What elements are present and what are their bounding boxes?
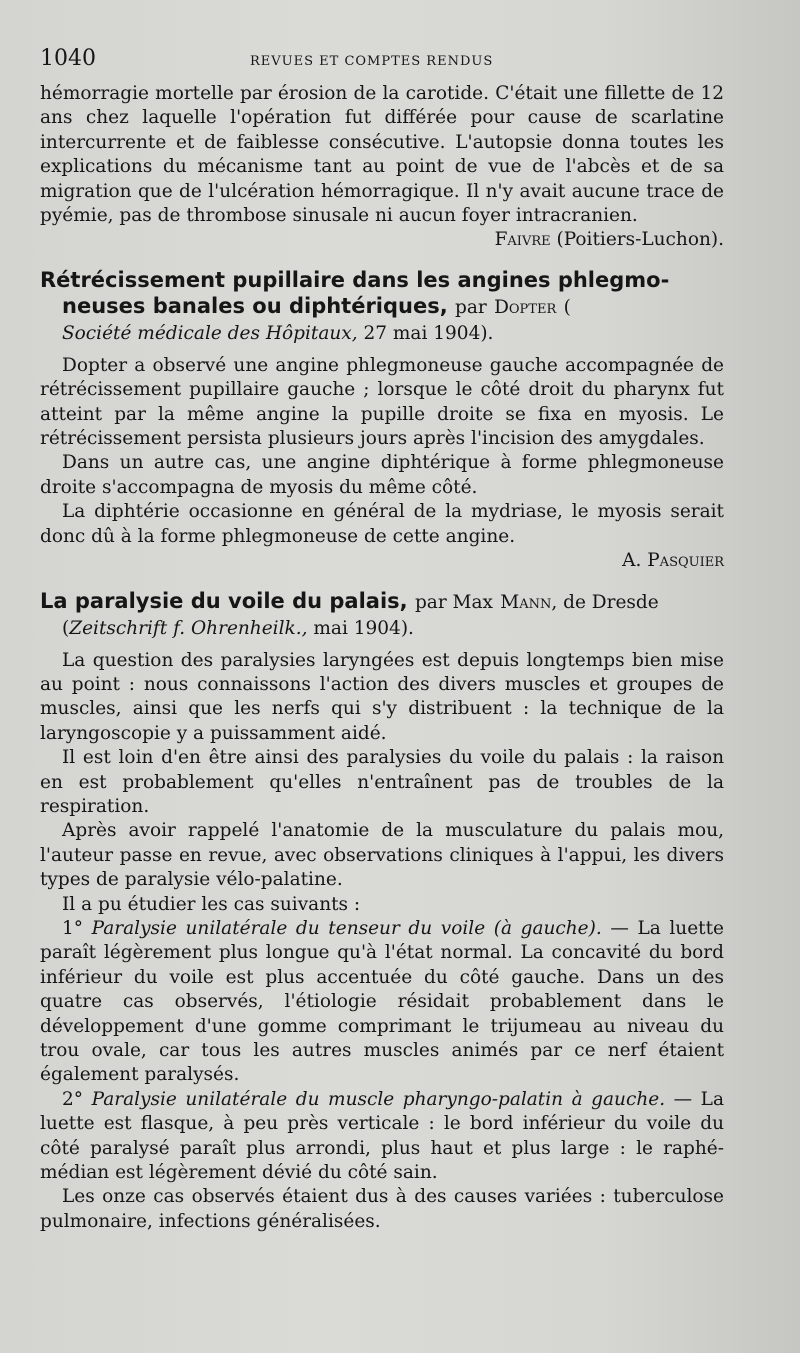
article3-closing-paragraph: Les onze cas observés étaient dus à des causes variées : tuberculose pulmonaire, infections généralisées. [40,1186,724,1232]
article2-signature-name: A. Pasquier [622,550,724,572]
article2-paragraph-3: La diphtérie occasionne en général de la mydriase, le myosis serait donc dû à la forme phlegmoneuse de cette angine. [40,501,724,547]
case1-title: Paralysie unilatérale du tenseur du voile (à gauche). [91,917,602,939]
article2-source-date: 27 mai 1904). [363,322,494,344]
article1-author: Faivre [494,229,551,251]
article3-title: La paralysie du voile du palais, [40,588,408,613]
article2-source-journal: Société médicale des Hôpitaux, [62,322,358,344]
article3-source-date: mai 1904). [313,617,414,639]
article3-source [40,616,724,641]
article1-author-place: (Poitiers-Luchon). [556,229,724,251]
article3-par: par Max [414,591,493,613]
article3-title-line [40,588,724,616]
article3-author: Mann [500,591,552,613]
page-number: 1040 [40,46,96,71]
article2-par: par [455,296,487,318]
article1-signature [40,228,724,252]
article2-title-line1: Rétrécissement pupillaire dans les angines phlegmo- [40,267,670,292]
article2-paragraph-2: Dans un autre cas, une angine diphtérique à forme phlegmoneuse droite s'accompagna de myosis du même côté. [40,452,724,498]
article2-source-open: ( [563,296,571,318]
article2-paragraph-1: Dopter a observé une angine phlegmoneuse gauche accompagnée de rétrécissement pupillaire gauche ; lorsque le côté droit du pharynx fut atteint par la même angine la pupille droite se fixa en myosis. Le rétrécissement persista plusieurs jours après l'incision des amygdales. [40,354,724,450]
case1-number: 1° [62,917,84,939]
article1-end-paragraph: hémorragie mortelle par érosion de la carotide. C'était une fillette de 12 ans chez laquelle l'opération fut différée pour cause de scarlatine intercurrente et de faiblesse consécutive. L'autopsie donna toutes les explications du mécanisme tant au point de vue de l'abcès et de sa migration que de l'ulcération hémorragique. Il n'y avait aucune trace de pyémie, pas de thrombose sinusale ni aucun foyer intracranien. [40,83,724,227]
article3-source-journal: Zeitschrift f. Ohrenheilk., [69,617,308,639]
article2-title-line2-text: neuses banales ou diphtériques, [62,293,448,318]
article2-author: Dopter [494,296,557,318]
case2-title: Paralysie unilatérale du muscle pharyngo-palatin à gauche. [91,1088,666,1110]
article3-paragraph-1: La question des paralysies laryngées est depuis longtemps bien mise au point : nous connaissons l'action des divers muscles et groupes de muscles, ainsi que les nerfs qui s'y distribuent : la technique de la laryngoscopie y a puissamment aidé. [40,649,724,744]
article3-author-suffix: , de Dresde [551,591,659,613]
article3-case-1 [40,917,724,1088]
article2-heading [40,267,724,346]
article2-source [40,321,724,346]
article2-title-line2 [40,293,724,321]
article3-paragraph-4: Il a pu étudier les cas suivants : [62,893,361,915]
page-header [40,46,724,82]
case2-text: — La luette est flasque, à peu près verticale : le bord inférieur du voile du côté paralysé paraît plus arrondi, plus haut et plus large : le raphé-médian est légèrement dévié du côté sain. [40,1088,724,1184]
article3-paragraph-3: Après avoir rappelé l'anatomie de la musculature du palais mou, l'auteur passe en revue, avec observations cliniques à l'appui, les divers types de paralysie vélo-palatine. [40,820,724,891]
article3-heading [40,588,724,641]
article3-case-2 [40,1088,724,1186]
article3-paragraph-2: Il est loin d'en être ainsi des paralysies du voile du palais : la raison en est probablement qu'elles n'entraînent pas de troubles de la respiration. [40,747,724,817]
article2-signature [40,549,724,573]
case2-number: 2° [62,1088,84,1110]
case1-text: — La luette paraît légèrement plus longue qu'à l'état normal. La concavité du bord inférieur du voile est plus accentuée du côté gauche. Dans un des quatre cas observés, l'étiologie résidait probablement dans le développement d'une gomme comprimant le trijumeau au niveau du trou ovale, car tous les autres muscles animés par ce nerf étaient également paralysés. [40,917,724,1086]
running-title: REVUES ET COMPTES RENDUS [250,54,494,69]
article3-source-open: ( [62,617,70,639]
